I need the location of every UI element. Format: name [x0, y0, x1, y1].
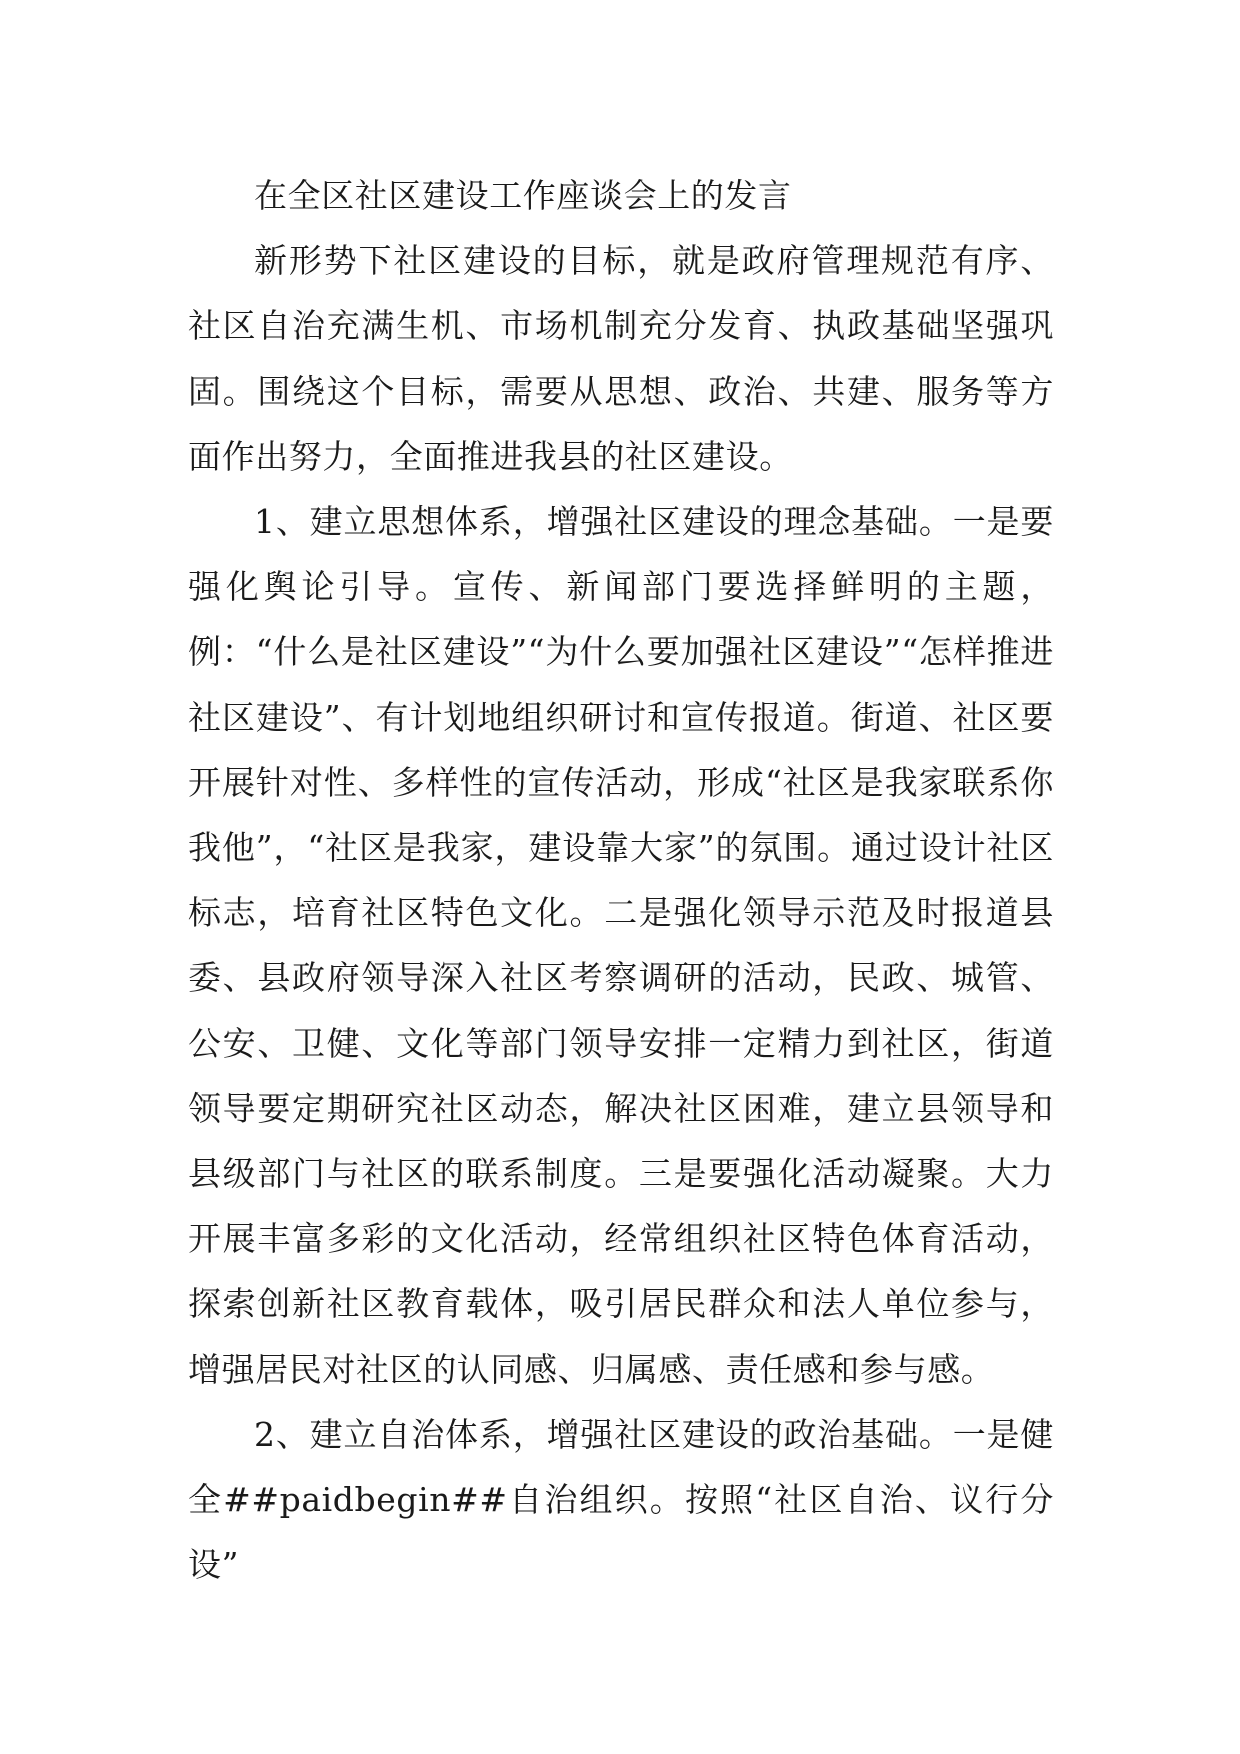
paragraph-section-1: 1、建立思想体系，增强社区建设的理念基础。一是要强化舆论引导。宣传、新闻部门要选择鲜明的主题，例：“什么是社区建设”“为什么要加强社区建设”“怎样推进社区建设”、有计划地组织研讨和宣传报道。街道、社区要开展针对性、多样性的宣传活动，形成“社区是我家联系你我他”，“社区是我家，建设靠大家”的氛围。通过设计社区标志，培育社区特色文化。二是强化领导示范及时报道县委、县政府领导深入社区考察调研的活动，民政、城管、公安、卫健、文化等部门领导安排一定精力到社区，街道领导要定期研究社区动态，解决社区困难，建立县领导和县级部门与社区的联系制度。三是要强化活动凝聚。大力开展丰富多彩的文化活动，经常组织社区特色体育活动，探索创新社区教育载体，吸引居民群众和法人单位参与，增强居民对社区的认同感、归属感、责任感和参与感。 [188, 502, 1054, 1389]
document-title: 在全区社区建设工作座谈会上的发言 [254, 176, 792, 215]
document-body [188, 163, 1054, 1597]
paragraph-section-2: 2、建立自治体系，增强社区建设的政治基础。一是健全##paidbegin##自治组织。按照“社区自治、议行分设” [188, 1414, 1054, 1585]
paragraph-intro: 新形势下社区建设的目标，就是政府管理规范有序、社区自治充满生机、市场机制充分发育、执政基础坚强巩固。围绕这个目标，需要从思想、政治、共建、服务等方面作出努力，全面推进我县的社区建设。 [188, 241, 1054, 476]
